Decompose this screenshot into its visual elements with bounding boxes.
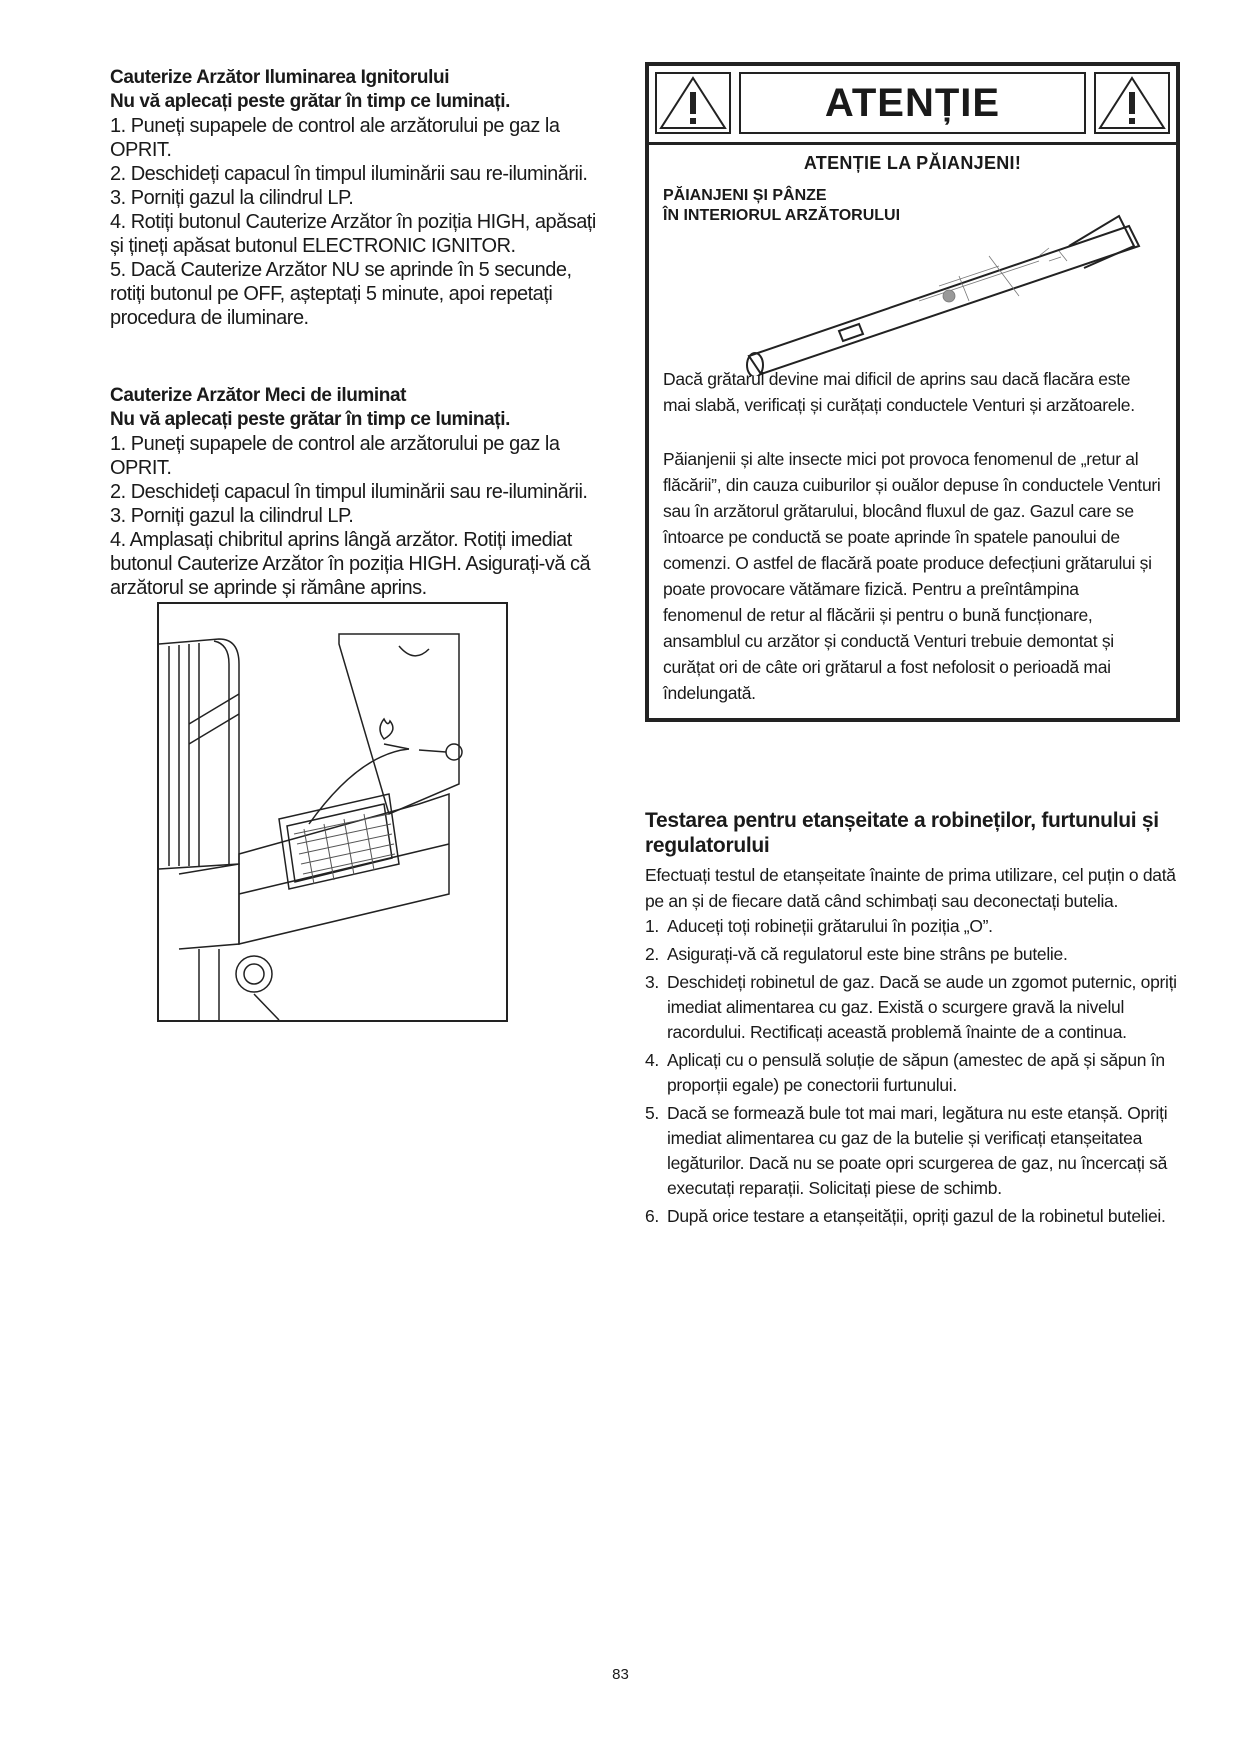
list-item: [645, 1204, 1180, 1229]
list-item-text: Dacă se formează bule tot mai mari, legătura nu este etanșă. Opriți imediat alimentarea cu gaz de la butelie și verificați etanșeitatea legăturilor. Dacă nu se poate opri scurgerea de gaz, nu încercați să executați reparații. Solicitați piese de schimb.: [667, 1103, 1168, 1198]
warning-box: [645, 62, 1180, 722]
list-item-text: Aduceți toți robineții grătarului în poziția „O”.: [667, 916, 993, 936]
spider-subtitle-line: PĂIANJENI ȘI PÂNZE: [663, 187, 827, 204]
step-item: 2. Deschideți capacul în timpul iluminării sau re-iluminării.: [110, 163, 588, 185]
list-item-number: 3.: [645, 972, 659, 992]
list-item-text: Deschideți robinetul de gaz. Dacă se aude un zgomot puternic, opriți imediat alimentarea cu gaz. Există o scurgere gravă la nivelul racordului. Rectificați această problemă înainte de a continua.: [667, 972, 1177, 1042]
step-item: 4. Rotiți butonul Cauterize Arzător în poziția HIGH, apăsați și țineți apăsat butonul ELECTRONIC IGNITOR.: [110, 211, 596, 257]
list-item-text: Asigurați-vă că regulatorul este bine strâns pe butelie.: [667, 944, 1068, 964]
section-title: Cauterize Arzător Iluminarea Ignitorului: [110, 67, 450, 88]
spider-warning-title: ATENȚIE LA PĂIANJENI!: [803, 153, 1022, 173]
page-number: 83: [612, 1666, 629, 1683]
step-item: 2. Deschideți capacul în timpul iluminării sau re-iluminării.: [110, 481, 588, 503]
list-item-number: 5.: [645, 1103, 659, 1123]
leak-test-list: [645, 914, 1180, 1229]
step-item: 3. Porniți gazul la cilindrul LP.: [110, 505, 354, 527]
warning-triangle-icon: [655, 72, 731, 134]
list-item-text: Aplicați cu o pensulă soluție de săpun (amestec de apă și săpun în proporții egale) pe conectorii furtunului.: [667, 1050, 1165, 1095]
warning-header: [649, 66, 1176, 145]
section-warning: Nu vă aplecați peste grătar în timp ce luminați.: [110, 91, 510, 112]
warning-triangle-icon: [1094, 72, 1170, 134]
list-item-number: 6.: [645, 1206, 659, 1226]
burner-tube-illustration: [739, 206, 1159, 376]
section-warning: Nu vă aplecați peste grătar în timp ce luminați.: [110, 409, 510, 430]
leak-test-title: Testarea pentru etanșeitate a robineților, furtunului și regulatorului: [645, 809, 1159, 857]
section-ignitor-lighting: [110, 66, 610, 330]
section-title: Cauterize Arzător Meci de iluminat: [110, 385, 407, 406]
section-match-lighting: [110, 384, 610, 600]
list-item: [645, 1048, 1180, 1098]
grill-illustration: [157, 602, 508, 1022]
list-item-number: 4.: [645, 1050, 659, 1070]
warning-title: ATENȚIE: [739, 72, 1086, 134]
list-item: [645, 1101, 1180, 1201]
list-item: [645, 970, 1180, 1045]
warning-paragraph: Păianjenii și alte insecte mici pot provoca fenomenul de „retur al flăcării”, din cauza cuiburilor și ouălor depuse în conductele Venturi sau în arzătorul grătarului, blocând fluxul de gaz. Gazul care se întoarce pe conductă se poate aprinde în spatele panoului de comenzi. O astfel de flacără poate produce defecțiuni grătarului și poate provocare vătămare fizică. Pentru a preîntâmpina fenomenul de retur al flăcării și pentru o bună funcționare, ansamblul cu arzător și conductă Venturi trebuie demontat și curățat ori de câte ori grătarul a fost nefolosit o perioadă mai îndelungată.: [663, 449, 1161, 703]
list-item-text: După orice testare a etanșeității, opriți gazul de la robinetul buteliei.: [667, 1206, 1166, 1226]
left-column: [110, 66, 610, 600]
step-item: 5. Dacă Cauterize Arzător NU se aprinde în 5 secunde, rotiți butonul pe OFF, așteptați 5 minute, apoi repetați procedura de iluminare.: [110, 259, 572, 329]
warning-paragraph: Dacă grătarul devine mai dificil de aprins sau dacă flacăra este mai slabă, verificați și curățați conductele Venturi și arzătoarele.: [663, 369, 1135, 415]
list-item-number: 2.: [645, 944, 659, 964]
list-item: [645, 914, 1180, 939]
step-item: 1. Puneți supapele de control ale arzătorului pe gaz la OPRIT.: [110, 433, 560, 479]
leak-test-section: [645, 808, 1180, 1232]
list-item: [645, 942, 1180, 967]
list-item-number: 1.: [645, 916, 659, 936]
step-item: 4. Amplasați chibritul aprins lângă arzător. Rotiți imediat butonul Cauterize Arzător în poziția HIGH. Asigurați-vă că arzătorul se aprinde și rămâne aprins.: [110, 529, 591, 599]
grill-side-burner-drawing: [159, 604, 506, 1020]
leak-test-intro: Efectuați testul de etanșeitate înainte de prima utilizare, cel puțin o dată pe an și de fiecare dată când schimbați sau deconectați butelia.: [645, 865, 1176, 911]
step-item: 1. Puneți supapele de control ale arzătorului pe gaz la OPRIT.: [110, 115, 560, 161]
step-item: 3. Porniți gazul la cilindrul LP.: [110, 187, 354, 209]
spider-subtitle-line: ÎN INTERIORUL ARZĂTORULUI: [663, 207, 901, 224]
